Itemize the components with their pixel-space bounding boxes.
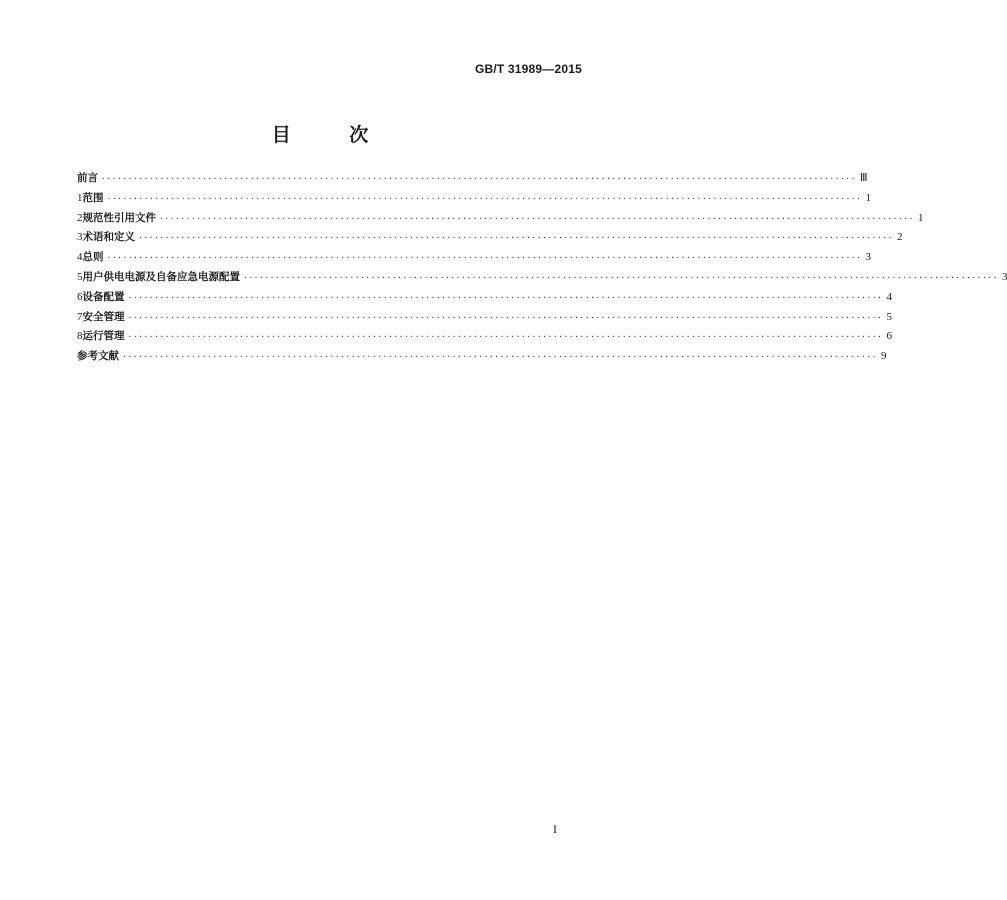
- toc-entry-page: 9: [880, 350, 887, 363]
- toc-entry-number: 5: [77, 270, 83, 283]
- toc-entry-page: 5: [886, 310, 892, 323]
- toc-entry-page: 3: [1001, 270, 1007, 283]
- toc-entry-label: 规范性引用文件: [82, 211, 156, 224]
- toc-entry-label: 术语和定义: [82, 231, 135, 244]
- dot-leader: ··············································································································································: [138, 233, 893, 243]
- toc-entry-general[interactable]: [77, 249, 871, 269]
- page-title: 目 次: [271, 124, 395, 146]
- toc-entry-page: 4: [886, 290, 892, 303]
- dot-leader: ··············································································································································: [127, 292, 883, 302]
- dot-leader: ··············································································································································: [127, 332, 883, 342]
- toc-entry-number: 2: [77, 211, 83, 224]
- dot-leader: ··············································································································································: [243, 272, 998, 282]
- toc-entry-number: 1: [77, 191, 83, 204]
- toc-list: [77, 170, 1007, 368]
- page-number: I: [553, 822, 557, 836]
- toc-entry-number: 6: [77, 290, 83, 303]
- dot-leader: ··············································································································································: [101, 174, 856, 183]
- dot-leader: ··············································································································································: [159, 213, 914, 223]
- dot-leader: ··············································································································································: [127, 312, 883, 322]
- toc-entry-label: 安全管理: [82, 310, 125, 323]
- dot-leader: ··············································································································································: [122, 352, 877, 362]
- toc-entry-label: 前言: [77, 172, 98, 184]
- toc-entry-number: 4: [77, 251, 83, 264]
- toc-entry-operation[interactable]: [77, 328, 892, 348]
- toc-entry-label: 范围: [82, 191, 104, 204]
- toc-entry-power-supply[interactable]: [77, 269, 1007, 289]
- toc-entry-number: 3: [77, 231, 83, 244]
- toc-entry-label: 参考文献: [77, 350, 119, 363]
- toc-entry-label: 用户供电电源及自备应急电源配置: [82, 270, 240, 283]
- toc-entry-label: 运行管理: [82, 330, 125, 343]
- toc-entry-page: 1: [917, 211, 924, 224]
- toc-entry-page: 3: [865, 251, 871, 264]
- toc-entry-page: 6: [886, 330, 892, 343]
- toc-entry-page: 2: [896, 231, 903, 244]
- toc-entry-page: 1: [865, 191, 871, 204]
- toc-entry-number: 8: [77, 330, 83, 343]
- toc-entry-safety[interactable]: [77, 309, 892, 329]
- toc-entry-foreword[interactable]: [77, 170, 868, 190]
- toc-entry-label: 设备配置: [82, 290, 125, 303]
- toc-entry-label: 总则: [82, 251, 104, 264]
- toc-entry-bibliography[interactable]: [77, 348, 887, 368]
- dot-leader: ··············································································································································: [106, 253, 862, 263]
- toc-entry-scope[interactable]: [77, 190, 871, 210]
- dot-leader: ··············································································································································: [106, 193, 862, 203]
- toc-entry-normative-references[interactable]: [77, 210, 924, 230]
- toc-entry-terms-definitions[interactable]: [77, 229, 903, 249]
- toc-entry-number: 7: [77, 310, 83, 323]
- toc-entry-page: Ⅲ: [859, 172, 868, 184]
- toc-entry-equipment[interactable]: [77, 289, 892, 309]
- standard-code: GB/T 31989—2015: [474, 62, 582, 76]
